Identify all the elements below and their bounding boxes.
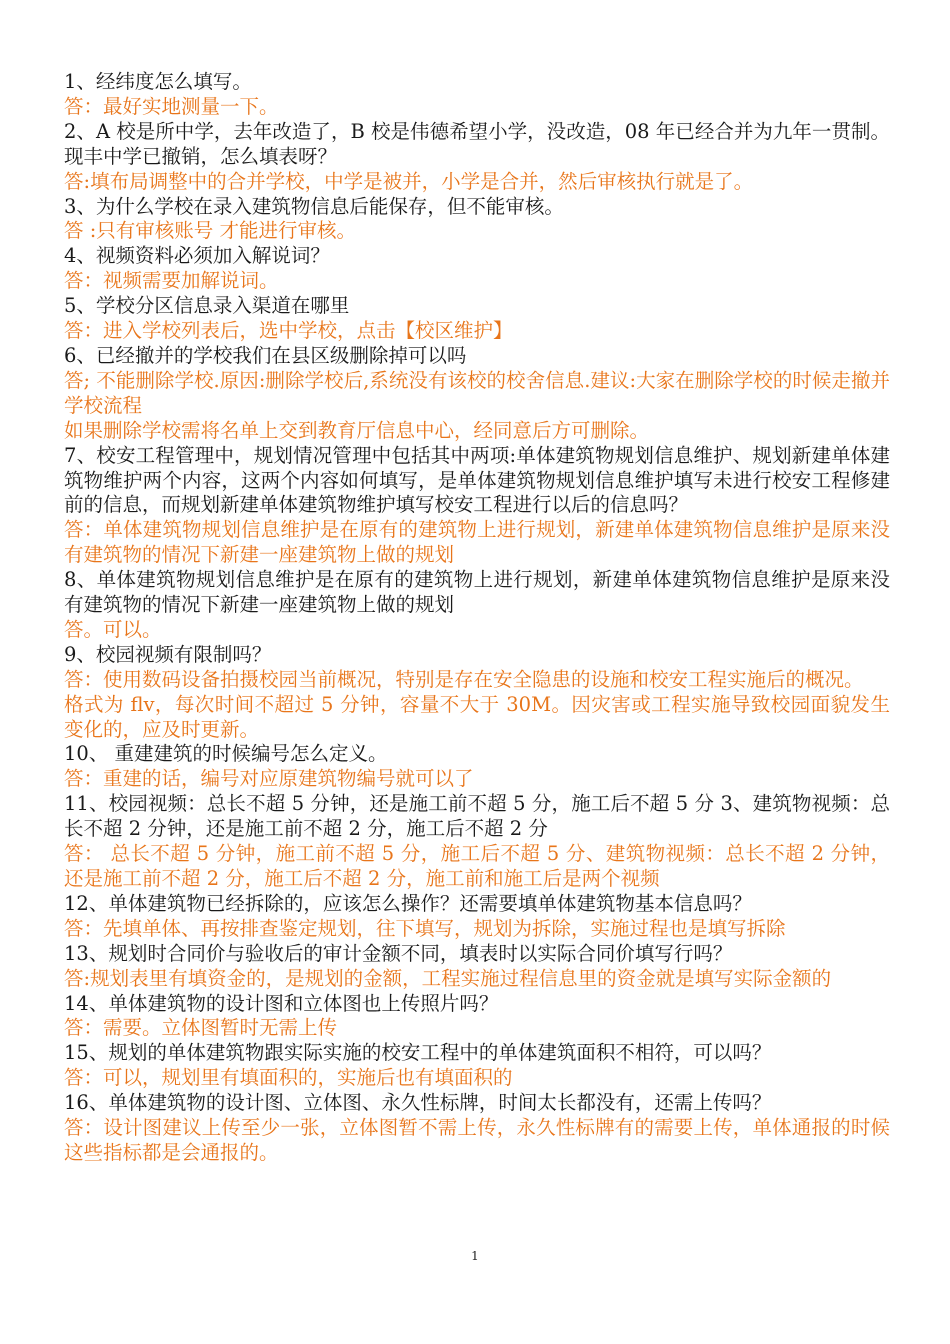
question-line: 8、单体建筑物规划信息维护是在原有的建筑物上进行规划，新建单体建筑物信息维护是原来没有建筑物的情况下新建一座建筑物上做的规划 — [64, 568, 890, 617]
answer-line: 答; 不能删除学校.原因:删除学校后,系统没有该校的校舍信息.建议:大家在删除学校的时候走撤并学校流程 — [64, 368, 890, 417]
answer-line: 答：需要。立体图暂时无需上传 — [64, 1016, 338, 1040]
question-line: 7、校安工程管理中，规划情况管理中包括其中两项:单体建筑物规划信息维护、规划新建单体建筑物维护两个内容，这两个内容如何填写，是单体建筑物规划信息维护填写未进行校安工程修建前的信息，而规划新建单体建筑物维护填写校安工程进行以后的信息吗？ — [64, 443, 890, 517]
answer-line: 答。可以。 — [64, 617, 162, 641]
question-line: 16、单体建筑物的设计图、立体图、永久性标牌，时间太长都没有，还需上传吗？ — [64, 1091, 772, 1115]
question-line: 1、经纬度怎么填写。 — [64, 70, 252, 93]
question-line: 11、校园视频：总长不超 5 分钟，还是施工前不超 5 分，施工后不超 5 分 3、建筑物视频：总长不超 2 分钟，还是施工前不超 2 分，施工后不超 2 分 — [64, 792, 890, 841]
question-line: 2、A 校是所中学，去年改造了，B 校是伟德希望小学，没改造，08 年已经合并为九年一贯制。现丰中学已撤销，怎么填表呀？ — [64, 119, 890, 168]
answer-line: 如果删除学校需将名单上交到教育厅信息中心，经同意后方可删除。 — [64, 418, 650, 442]
question-line: 15、规划的单体建筑物跟实际实施的校安工程中的单体建筑面积不相符，可以吗？ — [64, 1041, 772, 1065]
answer-line: 答：单体建筑物规划信息维护是在原有的建筑物上进行规划，新建单体建筑物信息维护是原来没有建筑物的情况下新建一座建筑物上做的规划 — [64, 518, 890, 567]
answer-line: 答：重建的话，编号对应原建筑物编号就可以了 — [64, 767, 474, 791]
answer-line: 格式为 flv，每次时间不超过 5 分钟，容量不大于 30M。因灾害或工程实施导致校园面貌发生变化的，应及时更新。 — [64, 692, 890, 741]
answer-line: 答:规划表里有填资金的，是规划的金额，工程实施过程信息里的资金就是填写实际金额的 — [64, 966, 832, 990]
document-page — [64, 70, 890, 1166]
answer-line: 答 :只有审核账号 才能进行审核。 — [64, 219, 356, 243]
question-line: 6、已经撤并的学校我们在县区级删除掉可以吗 — [64, 343, 467, 367]
answer-line: 答：先填单体、再按排查鉴定规划，往下填写，规划为拆除，实施过程也是填写拆除 — [64, 916, 786, 940]
answer-line: 答： 总长不超 5 分钟，施工前不超 5 分，施工后不超 5 分、建筑物视频：总长不超 2 分钟，还是施工前不超 2 分，施工后不超 2 分，施工前和施工后是两个视频 — [64, 842, 890, 890]
answer-line: 答:填布局调整中的合并学校，中学是被并，小学是合并，然后审核执行就是了。 — [64, 169, 754, 193]
answer-line: 答：设计图建议上传至少一张，立体图暂不需上传，永久性标牌有的需要上传，单体通报的时候这些指标都是会通报的。 — [64, 1116, 890, 1164]
question-line: 13、规划时合同价与验收后的审计金额不同，填表时以实际合同价填写行吗？ — [64, 941, 733, 965]
answer-line: 答：可以，规划里有填面积的，实施后也有填面积的 — [64, 1066, 513, 1090]
question-line: 14、单体建筑物的设计图和立体图也上传照片吗？ — [64, 991, 499, 1015]
answer-line: 答：最好实地测量一下。 — [64, 94, 279, 118]
answer-line: 答：进入学校列表后，选中学校，点击【校区维护】 — [64, 319, 513, 343]
question-line: 9、校园视频有限制吗？ — [64, 642, 272, 666]
question-line: 5、学校分区信息录入渠道在哪里 — [64, 294, 350, 318]
question-line: 3、为什么学校在录入建筑物信息后能保存，但不能审核。 — [64, 194, 564, 218]
question-line: 12、单体建筑物已经拆除的，应该怎么操作？还需要填单体建筑物基本信息吗？ — [64, 891, 752, 915]
question-line: 4、视频资料必须加入解说词？ — [64, 244, 330, 268]
question-line: 10、 重建建筑的时候编号怎么定义。 — [64, 742, 388, 766]
page-number: 1 — [471, 1249, 479, 1263]
answer-line: 答：使用数码设备拍摄校园当前概况，特别是存在安全隐患的设施和校安工程实施后的概况。 — [64, 667, 864, 691]
answer-line: 答：视频需要加解说词。 — [64, 269, 279, 293]
